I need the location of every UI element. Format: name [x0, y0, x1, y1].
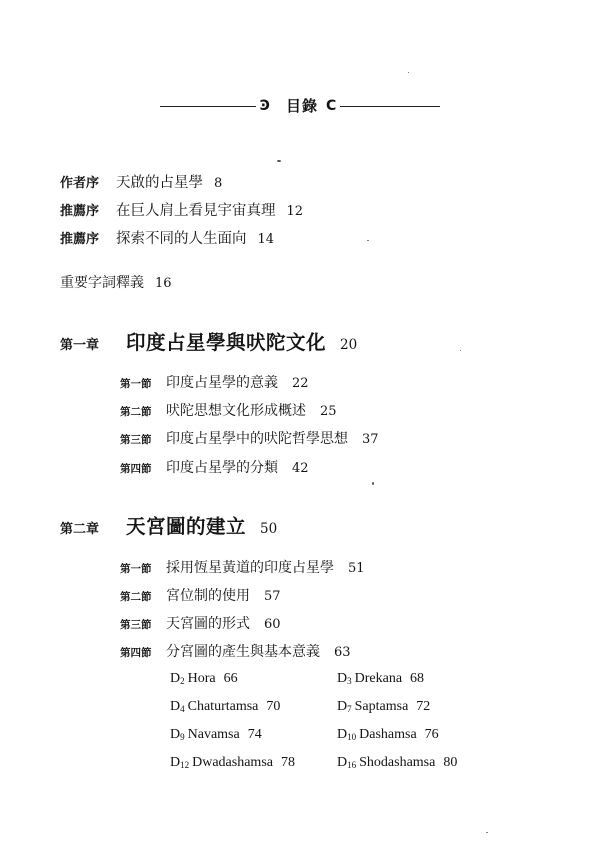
- varga-page: 74: [247, 727, 262, 742]
- entry-label: 推薦序: [60, 204, 100, 219]
- varga-page: 76: [424, 727, 439, 742]
- toc-varga-d7[interactable]: [337, 697, 430, 719]
- section-page: 63: [334, 645, 351, 660]
- section-title: 印度占星學的分類: [166, 460, 278, 476]
- section-title: 天宮圖的形式: [166, 616, 250, 632]
- varga-name: Saptamsa: [354, 699, 409, 714]
- varga-sub: 2: [180, 676, 185, 686]
- entry-title: 探索不同的人生面向: [116, 231, 247, 247]
- varga-letter: D: [337, 755, 348, 770]
- header-rule-left: [160, 106, 256, 107]
- chapter-label: 第一章: [60, 338, 100, 353]
- section-label: 第三節: [120, 619, 152, 631]
- toc-section-1-3[interactable]: [120, 427, 379, 451]
- toc-chapter-2[interactable]: [60, 514, 277, 543]
- section-page: 60: [264, 617, 281, 632]
- varga-sub: 10: [347, 732, 357, 742]
- toc-varga-d3[interactable]: [337, 669, 424, 691]
- varga-sub: 4: [180, 704, 185, 714]
- section-page: 25: [320, 404, 337, 419]
- section-title: 吠陀思想文化形成概述: [166, 403, 306, 419]
- toc-varga-d2[interactable]: [170, 669, 238, 691]
- entry-page: 16: [155, 276, 172, 291]
- section-title: 分宮圖的產生與基本意義: [166, 644, 320, 660]
- entry-title: 重要字詞釋義: [60, 275, 144, 291]
- section-title: 印度占星學的意義: [166, 375, 278, 391]
- toc-varga-d10[interactable]: [337, 725, 439, 747]
- varga-letter: D: [337, 699, 348, 714]
- toc-varga-d4[interactable]: [170, 697, 280, 719]
- toc-section-1-4[interactable]: [120, 456, 309, 480]
- section-page: 42: [292, 461, 309, 476]
- varga-name: Dashamsa: [359, 727, 417, 742]
- varga-name: Dwadashamsa: [192, 755, 273, 770]
- chapter-title: 天宮圖的建立: [126, 515, 247, 538]
- section-page: 57: [264, 589, 281, 604]
- varga-letter: D: [337, 671, 348, 686]
- chapter-page: 20: [340, 337, 358, 353]
- varga-page: 70: [266, 699, 281, 714]
- section-label: 第四節: [120, 647, 152, 659]
- varga-page: 80: [443, 755, 458, 770]
- varga-name: Chaturtamsa: [187, 699, 259, 714]
- varga-letter: D: [170, 671, 181, 686]
- section-title: 宮位制的使用: [166, 588, 250, 604]
- toc-section-2-1[interactable]: [120, 556, 365, 580]
- toc-title: 目錄: [286, 97, 319, 115]
- toc-entry-author-preface[interactable]: [60, 171, 222, 195]
- varga-page: 66: [223, 671, 238, 686]
- scan-speck: [277, 160, 281, 162]
- varga-sub: 7: [347, 704, 352, 714]
- section-title: 印度占星學中的吠陀哲學思想: [166, 431, 348, 447]
- toc-varga-d16[interactable]: [337, 753, 457, 775]
- varga-sub: 3: [347, 676, 352, 686]
- toc-section-2-4[interactable]: [120, 640, 351, 664]
- section-label: 第二節: [120, 591, 152, 603]
- varga-sub: 16: [347, 760, 357, 770]
- scan-speck: [408, 72, 409, 73]
- toc-header: [160, 95, 442, 119]
- header-ornament-left: Ͽ: [260, 98, 270, 114]
- toc-section-1-1[interactable]: [120, 371, 309, 395]
- section-page: 37: [362, 432, 379, 447]
- varga-name: Shodashamsa: [359, 755, 436, 770]
- header-rule-right: [340, 106, 440, 107]
- header-ornament-right: C: [326, 98, 337, 114]
- toc-varga-d9[interactable]: [170, 725, 262, 747]
- varga-page: 68: [410, 671, 425, 686]
- varga-sub: 9: [180, 732, 185, 742]
- entry-page: 14: [257, 232, 275, 247]
- varga-letter: D: [170, 755, 181, 770]
- section-page: 22: [292, 376, 309, 391]
- chapter-title: 印度占星學與吠陀文化: [126, 331, 327, 354]
- section-label: 第一節: [120, 378, 152, 390]
- entry-label: 作者序: [60, 176, 100, 191]
- entry-title: 天啟的占星學: [116, 175, 203, 191]
- toc-section-2-2[interactable]: [120, 584, 281, 608]
- section-label: 第二節: [120, 406, 152, 418]
- scan-speck: [372, 482, 374, 485]
- toc-varga-d12[interactable]: [170, 753, 295, 775]
- entry-page: 8: [214, 176, 223, 191]
- varga-name: Drekana: [354, 671, 403, 686]
- entry-label: 推薦序: [60, 232, 100, 247]
- chapter-label: 第二章: [60, 522, 100, 537]
- varga-page: 72: [416, 699, 431, 714]
- varga-name: Navamsa: [187, 727, 240, 742]
- scan-speck: [460, 350, 461, 351]
- chapter-page: 50: [260, 521, 278, 537]
- section-label: 第四節: [120, 463, 152, 475]
- toc-entry-glossary[interactable]: [60, 271, 172, 295]
- toc-chapter-1[interactable]: [60, 330, 357, 359]
- toc-entry-recommend-preface-2[interactable]: [60, 227, 274, 251]
- varga-name: Hora: [187, 671, 216, 686]
- toc-entry-recommend-preface-1[interactable]: [60, 199, 303, 223]
- section-label: 第三節: [120, 434, 152, 446]
- toc-section-2-3[interactable]: [120, 612, 281, 636]
- varga-page: 78: [281, 755, 295, 770]
- scan-speck: [486, 832, 488, 833]
- section-title: 採用恆星黃道的印度占星學: [166, 560, 334, 576]
- varga-letter: D: [170, 699, 181, 714]
- entry-page: 12: [286, 204, 304, 219]
- varga-sub: 12: [180, 760, 190, 770]
- entry-title: 在巨人肩上看見宇宙真理: [116, 203, 276, 219]
- section-page: 51: [348, 561, 365, 576]
- varga-letter: D: [337, 727, 348, 742]
- scan-speck: [367, 240, 369, 241]
- section-label: 第一節: [120, 563, 152, 575]
- toc-section-1-2[interactable]: [120, 399, 337, 423]
- varga-letter: D: [170, 727, 181, 742]
